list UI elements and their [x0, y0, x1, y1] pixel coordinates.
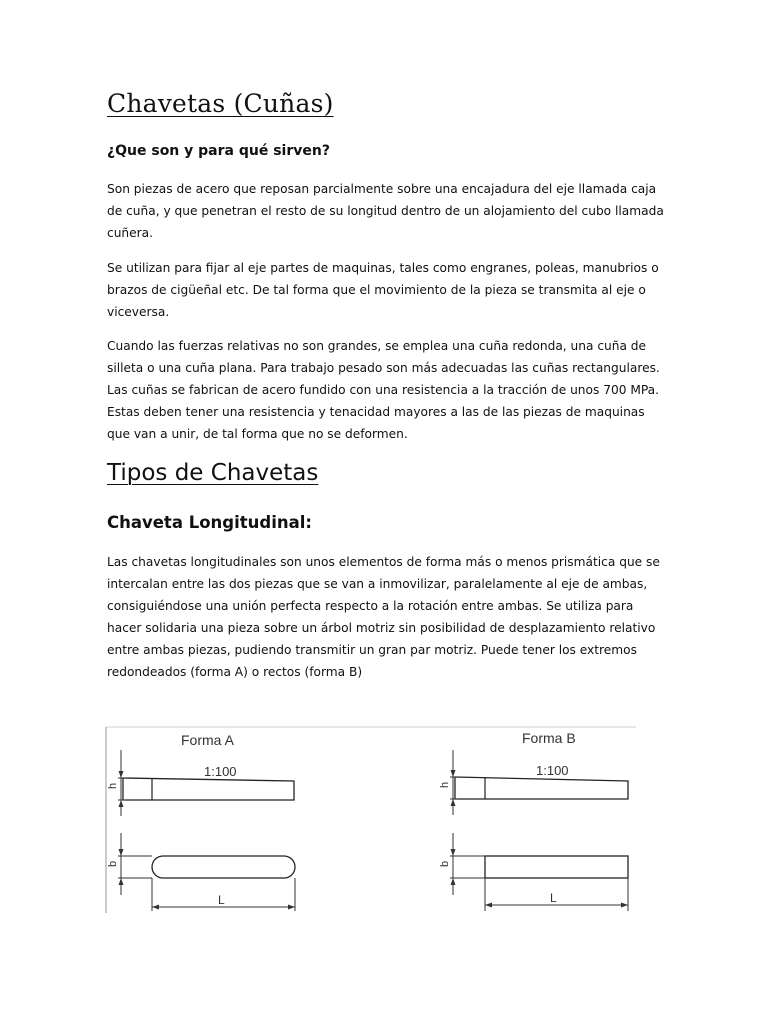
question-heading: ¿Que son y para qué sirven? — [107, 143, 330, 159]
form-b-taper-label: 1:100 — [536, 763, 569, 778]
key-forms-figure — [104, 725, 636, 915]
document-title: Chavetas (Cuñas) — [107, 89, 334, 118]
form-b-width-label: b — [439, 860, 451, 867]
paragraph-definition: Son piezas de acero que reposan parcialmente sobre una encajadura del eje llamada caja de cuña, y que penetran el resto de su longitud dentro de un alojamiento del cubo llamada cuñera. — [107, 182, 664, 240]
paragraph-usage: Se utilizan para fijar al eje partes de maquinas, tales como engranes, poleas, manubrios o brazos de cigüeñal etc. De tal forma que el movimiento de la pieza se transmita al eje o viceversa. — [107, 261, 659, 319]
section-title: Tipos de Chavetas — [107, 460, 319, 486]
form-b-label: Forma B — [522, 730, 576, 746]
form-b-side-view — [450, 750, 628, 815]
form-a-width-label: b — [107, 860, 119, 867]
form-b-top-view — [450, 833, 628, 911]
paragraph-longitudinal: Las chavetas longitudinales son unos elementos de forma más o menos prismática que se intercalan entre las dos piezas que se van a inmovilizar, paralelamente al eje de ambas, consiguiéndose una unión perfecta respecto a la rotación entre ambas. Se utiliza para hacer solidaria una pieza sobre un árbol motriz sin posibilidad de desplazamiento relativo entre ambas piezas, pudiendo transmitir un gran par motriz. Puede tener los extremos redondeados (forma A) o rectos (forma B) — [107, 555, 660, 679]
paragraph-materials: Cuando las fuerzas relativas no son grandes, se emplea una cuña redonda, una cuña de silleta o una cuña plana. Para trabajo pesado son más adecuadas las cuñas rectangulares. Las cuñas se fabrican de acero fundido con una resistencia a la tracción de unos 700 MPa. Estas deben tener una resistencia y tenacidad mayores a las de las piezas de maquinas que van a unir, de tal forma que no se deformen. — [107, 339, 660, 441]
form-a-side-view — [118, 750, 294, 816]
subsection-title: Chaveta Longitudinal: — [107, 513, 313, 532]
form-b-length-label: L — [550, 891, 557, 905]
form-a-length-label: L — [218, 893, 225, 907]
form-a-label: Forma A — [181, 732, 234, 748]
form-a-taper-label: 1:100 — [204, 764, 237, 779]
form-a-top-view — [118, 833, 295, 911]
form-b-height-label: h — [439, 781, 451, 788]
form-a-height-label: h — [107, 782, 119, 789]
key-forms-drawing — [104, 725, 636, 915]
